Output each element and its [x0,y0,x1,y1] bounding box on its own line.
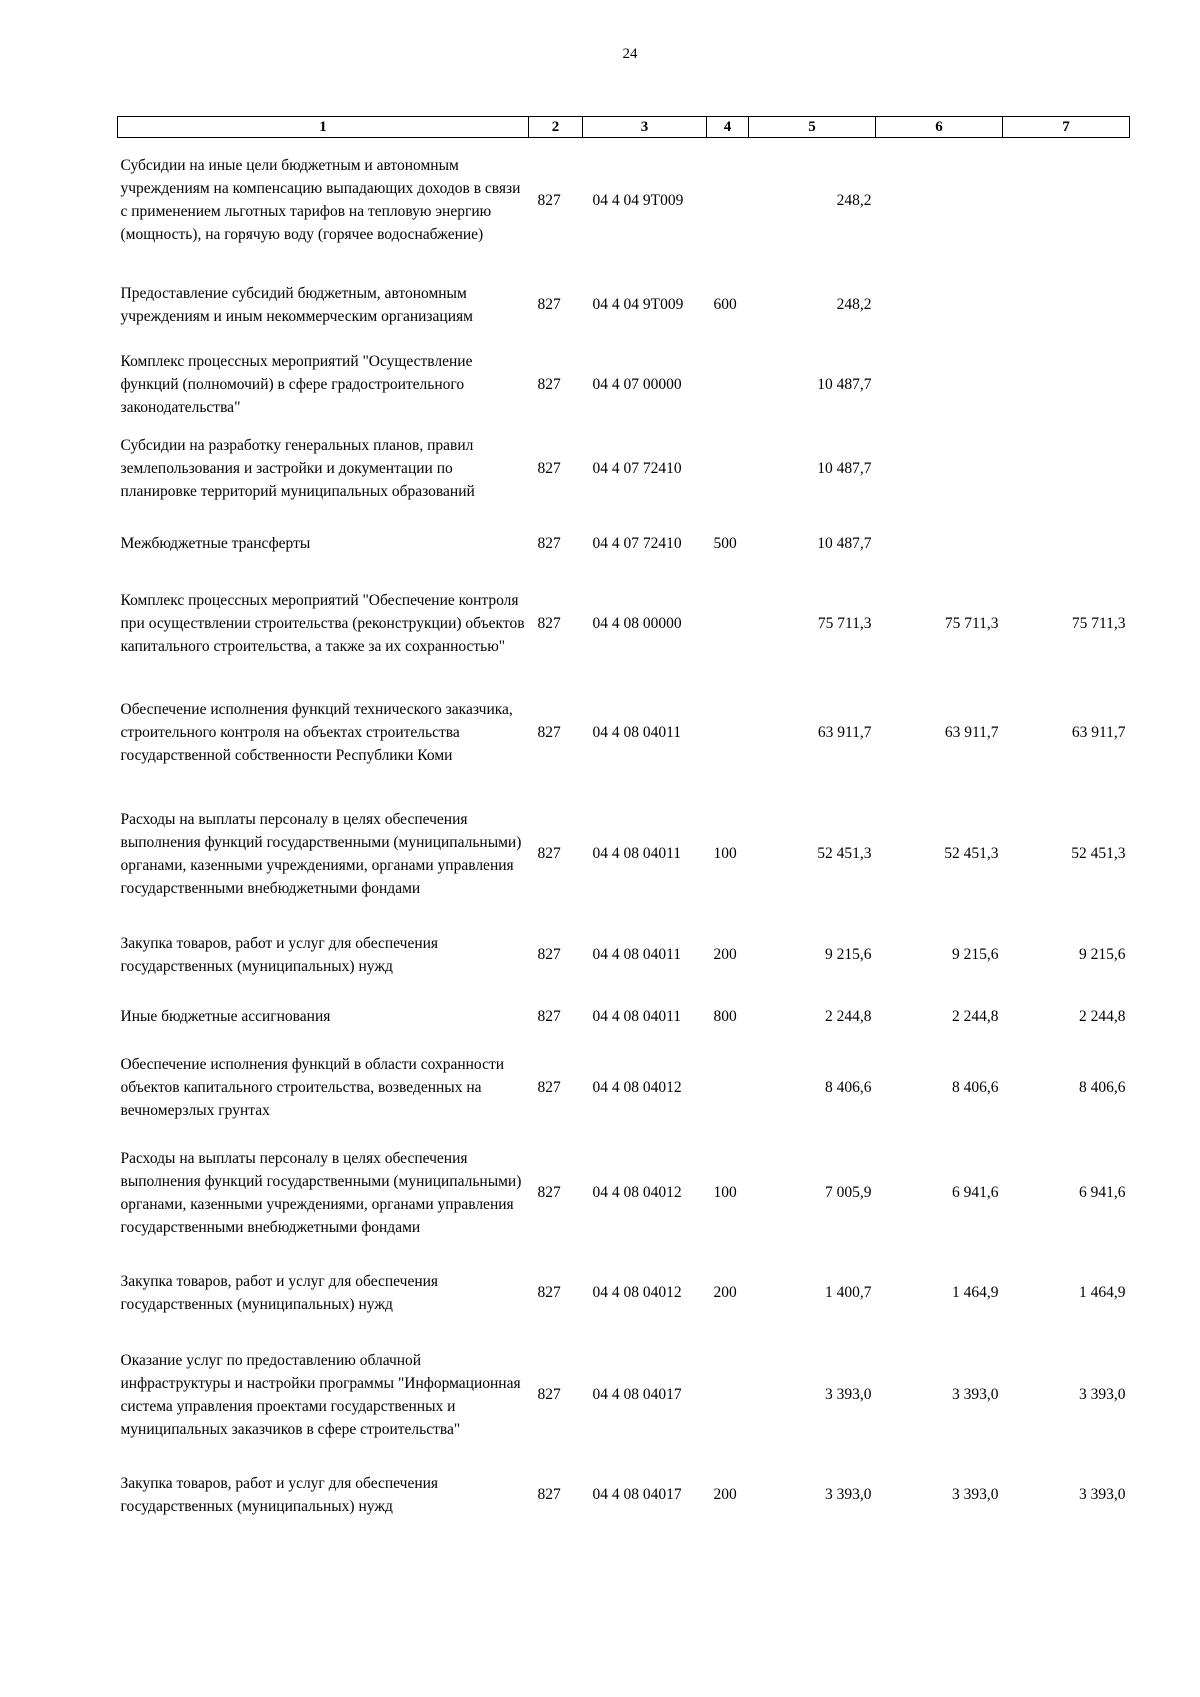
cell-amount-7: 2 244,8 [1079,1008,1126,1025]
header-col-3: 3 [583,117,707,138]
table-row [118,1133,1130,1253]
cell-amount-6 [876,263,1003,347]
table-row [118,572,1130,676]
cell-grbs: 827 [537,615,561,632]
cell-expense-type [707,572,749,676]
cell-amount-6 [876,138,1003,263]
table-row [118,1253,1130,1333]
cell-amount-5: 10 487,7 [817,460,872,477]
cell-amount-5: 9 215,6 [825,946,872,963]
cell-amount-7: 1 464,9 [1079,1284,1126,1301]
cell-amount-5: 1 400,7 [825,1284,872,1301]
cell-grbs: 827 [537,946,561,963]
cell-amount-6: 75 711,3 [944,615,999,632]
cell-expense-type [707,1043,749,1133]
cell-amount-7: 75 711,3 [1071,615,1126,632]
cell-expense-type: 200 [713,946,737,963]
cell-amount-7 [1003,515,1130,572]
cell-amount-5: 7 005,9 [825,1184,872,1201]
cell-name: Закупка товаров, работ и услуг для обеспечения государственных (муниципальных) нужд [120,1474,439,1515]
cell-amount-7: 6 941,6 [1079,1184,1126,1201]
cell-name: Обеспечение исполнения функций в области сохранности объектов капитального строительства, возведенных на вечномерзлых грунтах [120,1056,505,1119]
cell-target-article: 04 4 04 9Т009 [592,296,684,313]
cell-amount-5: 8 406,6 [825,1079,872,1096]
cell-target-article: 04 4 07 72410 [592,534,682,552]
cell-grbs: 827 [537,1008,561,1025]
cell-expense-type: 600 [713,296,737,313]
cell-name: Расходы на выплаты персоналу в целях обеспечения выполнения функций государственными (муниципальными) органами, казенными учреждениями, органами управления государственными внебюджетными фондами [120,810,522,897]
cell-amount-5: 75 711,3 [817,615,872,632]
cell-expense-type [707,676,749,789]
cell-amount-6: 6 941,6 [952,1184,999,1201]
cell-expense-type: 500 [713,534,737,552]
cell-grbs: 827 [537,1386,561,1403]
cell-name: Закупка товаров, работ и услуг для обеспечения государственных (муниципальных) нужд [120,934,439,975]
cell-expense-type [707,138,749,263]
cell-grbs: 827 [537,376,561,393]
header-row [118,117,1130,138]
table-row [118,1457,1130,1533]
cell-target-article: 04 4 07 72410 [592,460,682,477]
cell-name: Обеспечение исполнения функций технического заказчика, строительного контроля на объектах строительства государственной собственности Республики Коми [120,700,513,764]
cell-amount-6 [876,347,1003,423]
cell-amount-5: 10 487,7 [817,376,872,393]
cell-amount-6: 9 215,6 [952,946,999,963]
header-col-2: 2 [529,117,583,138]
cell-amount-6: 52 451,3 [944,845,999,862]
header-col-6: 6 [876,117,1003,138]
cell-amount-6: 63 911,7 [944,723,999,741]
cell-target-article: 04 4 08 04012 [592,1184,682,1201]
cell-amount-5: 3 393,0 [825,1386,872,1403]
table-body [118,138,1130,1533]
cell-amount-5: 10 487,7 [817,534,872,552]
table-row [118,991,1130,1043]
cell-name: Расходы на выплаты персоналу в целях обеспечения выполнения функций государственными (муниципальными) органами, казенными учреждениями, органами управления государственными внебюджетными фондами [120,1149,522,1236]
cell-grbs: 827 [537,1486,561,1503]
cell-name: Комплекс процессных мероприятий "Обеспечение контроля при осуществлении строительства (реконструкции) объектов капитального строительства, а также за их сохранностью" [120,592,525,655]
cell-amount-6: 2 244,8 [952,1008,999,1025]
cell-expense-type: 800 [713,1008,737,1025]
header-col-7: 7 [1003,117,1130,138]
cell-grbs: 827 [537,845,561,862]
cell-amount-5: 248,2 [836,191,872,209]
cell-name: Иные бюджетные ассигнования [120,1008,331,1025]
cell-grbs: 827 [537,1184,561,1201]
table-row [118,919,1130,991]
cell-amount-5: 2 244,8 [825,1008,872,1025]
cell-amount-7: 3 393,0 [1079,1386,1126,1403]
cell-grbs: 827 [537,460,561,477]
cell-amount-7: 3 393,0 [1079,1486,1126,1503]
cell-amount-6 [876,423,1003,515]
cell-name: Субсидии на иные цели бюджетным и автономным учреждениям на компенсацию выпадающих доходов в связи с применением льготных тарифов на тепловую энергию (мощность), на горячую воду (горячее водоснабжение) [120,157,521,244]
cell-expense-type [707,347,749,423]
cell-grbs: 827 [537,534,561,552]
cell-amount-6: 3 393,0 [952,1386,999,1403]
cell-amount-5: 3 393,0 [825,1486,872,1503]
cell-target-article: 04 4 08 04017 [592,1486,682,1503]
cell-target-article: 04 4 08 00000 [592,615,682,632]
table-row [118,347,1130,423]
cell-grbs: 827 [537,1284,561,1301]
cell-grbs: 827 [537,1079,561,1096]
header-col-5: 5 [749,117,876,138]
cell-target-article: 04 4 07 00000 [592,376,682,393]
table-row [118,423,1130,515]
cell-target-article: 04 4 08 04017 [592,1386,682,1403]
cell-amount-7 [1003,347,1130,423]
page-number: 24 [622,46,638,62]
cell-amount-7: 9 215,6 [1079,946,1126,963]
header-col-1: 1 [118,117,529,138]
cell-amount-7: 8 406,6 [1079,1079,1126,1096]
cell-expense-type: 200 [713,1284,737,1301]
table-row [118,515,1130,572]
cell-amount-6: 8 406,6 [952,1079,999,1096]
cell-grbs: 827 [537,191,561,209]
table-row [118,676,1130,789]
cell-amount-6: 3 393,0 [952,1486,999,1503]
budget-table [117,116,1130,1533]
table-row [118,789,1130,919]
cell-target-article: 04 4 08 04012 [592,1284,682,1301]
header-col-4: 4 [707,117,749,138]
cell-grbs: 827 [537,723,561,741]
cell-target-article: 04 4 08 04012 [592,1079,682,1096]
table-header [118,117,1130,138]
table-row [118,263,1130,347]
table-row [118,138,1130,263]
cell-name: Комплекс процессных мероприятий "Осуществление функций (полномочий) в сфере градостроительного законодательства" [120,353,473,416]
cell-name: Межбюджетные трансферты [120,534,311,552]
table-row [118,1043,1130,1133]
cell-amount-7: 63 911,7 [1071,723,1126,741]
cell-amount-5: 52 451,3 [817,845,872,862]
cell-amount-7: 52 451,3 [1071,845,1126,862]
cell-amount-7 [1003,263,1130,347]
table-row [118,1333,1130,1457]
cell-name: Закупка товаров, работ и услуг для обеспечения государственных (муниципальных) нужд [120,1272,439,1313]
cell-name: Оказание услуг по предоставлению облачной инфраструктуры и настройки программы "Информационная система управления проектами государственных и муниципальных заказчиков в сфере строительства" [120,1351,521,1438]
cell-amount-5: 63 911,7 [817,723,872,741]
cell-amount-5: 248,2 [836,296,872,313]
cell-target-article: 04 4 04 9Т009 [592,191,684,209]
cell-target-article: 04 4 08 04011 [592,1008,682,1025]
cell-target-article: 04 4 08 04011 [592,946,682,963]
cell-target-article: 04 4 08 04011 [592,723,682,741]
cell-expense-type [707,1333,749,1457]
cell-amount-7 [1003,423,1130,515]
cell-expense-type: 100 [713,845,737,862]
cell-amount-6: 1 464,9 [952,1284,999,1301]
cell-expense-type [707,423,749,515]
cell-target-article: 04 4 08 04011 [592,845,682,862]
cell-name: Субсидии на разработку генеральных планов, правил землепользования и застройки и документации по планировке территорий муниципальных образований [120,437,475,500]
cell-expense-type: 200 [713,1486,737,1503]
cell-amount-7 [1003,138,1130,263]
cell-grbs: 827 [537,296,561,313]
cell-name: Предоставление субсидий бюджетным, автономным учреждениям и иным некоммерческим организациям [120,284,473,325]
cell-expense-type: 100 [713,1184,737,1201]
cell-amount-6 [876,515,1003,572]
